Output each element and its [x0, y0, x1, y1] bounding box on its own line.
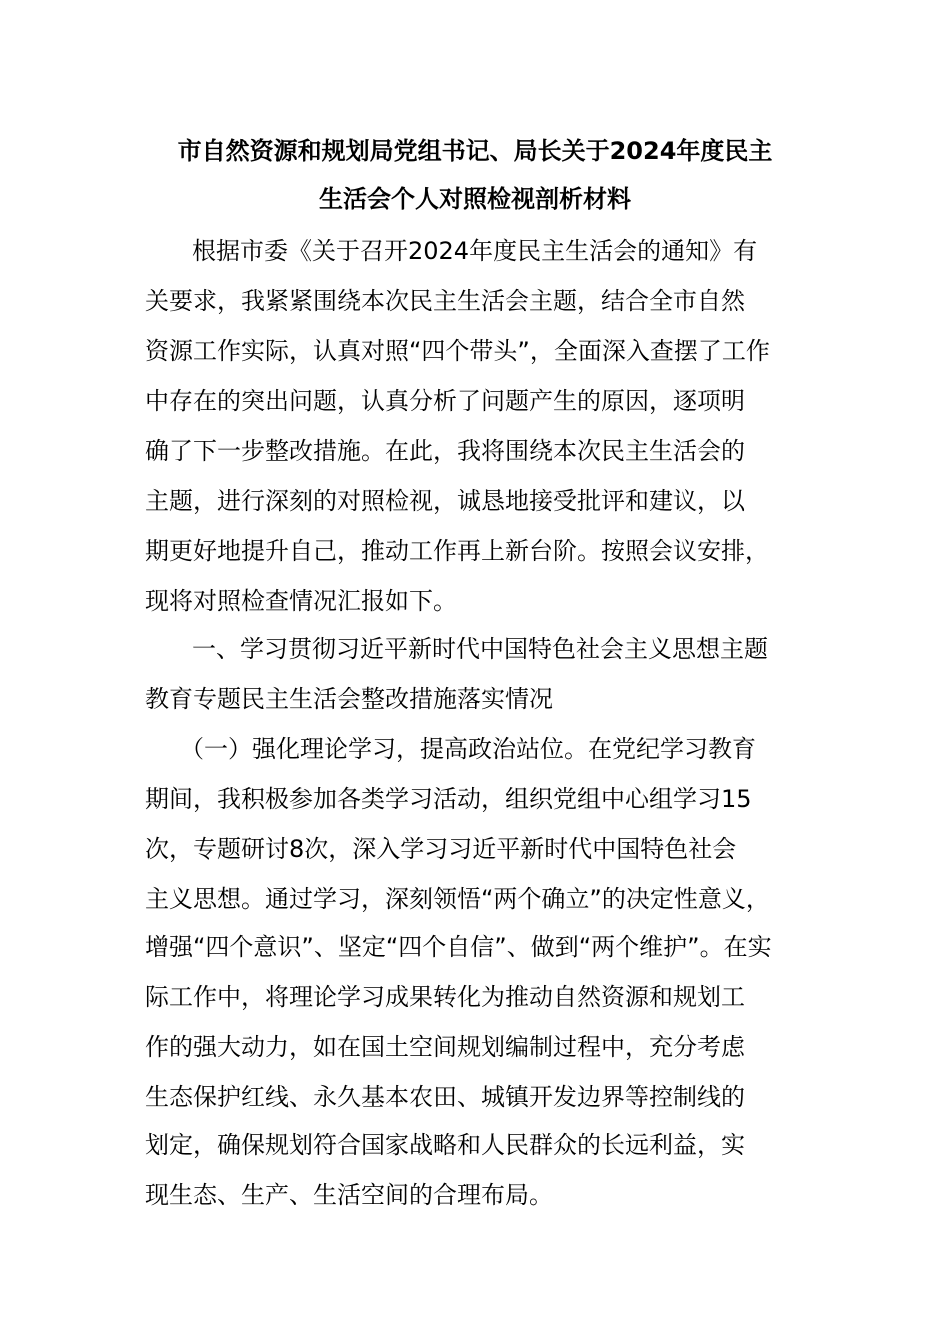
paragraph-2-line: 增强“四个意识”、坚定“四个自信”、做到“两个维护”。在实: [145, 933, 772, 961]
paragraph-1-line: 根据市委《关于召开2024年度民主生活会的通知》有: [192, 237, 758, 265]
section-heading-line: 教育专题民主生活会整改措施落实情况: [145, 685, 553, 713]
document-title-line-2: 生活会个人对照检视剖析材料: [319, 185, 631, 213]
paragraph-2-line: 期间，我积极参加各类学习活动，组织党组中心组学习15: [145, 785, 752, 813]
paragraph-1-line: 现将对照检查情况汇报如下。: [145, 587, 457, 615]
paragraph-2-line: （一）强化理论学习，提高政治站位。在党纪学习教育: [180, 735, 756, 763]
paragraph-1-line: 关要求，我紧紧围绕本次民主生活会主题，结合全市自然: [145, 287, 745, 315]
section-heading-line: 一、学习贯彻习近平新时代中国特色社会主义思想主题: [192, 635, 768, 663]
paragraph-2-line: 际工作中，将理论学习成果转化为推动自然资源和规划工: [145, 983, 745, 1011]
paragraph-2-line: 划定，确保规划符合国家战略和人民群众的长远利益，实: [145, 1131, 745, 1159]
paragraph-2-line: 现生态、生产、生活空间的合理布局。: [145, 1181, 553, 1209]
paragraph-2-line: 次，专题研讨8次，深入学习习近平新时代中国特色社会: [145, 835, 737, 863]
paragraph-1-line: 资源工作实际，认真对照“四个带头”，全面深入查摆了工作: [145, 337, 770, 365]
document-title-line-1: 市自然资源和规划局党组书记、局长关于2024年度民主: [177, 137, 773, 165]
paragraph-2-line: 作的强大动力，如在国土空间规划编制过程中，充分考虑: [145, 1033, 745, 1061]
paragraph-1-line: 中存在的突出问题，认真分析了问题产生的原因，逐项明: [145, 387, 745, 415]
paragraph-1-line: 主题，进行深刻的对照检视，诚恳地接受批评和建议，以: [145, 487, 745, 515]
paragraph-2-line: 主义思想。通过学习，深刻领悟“两个确立”的决定性意义，: [145, 885, 770, 913]
paragraph-1-line: 确了下一步整改措施。在此，我将围绕本次民主生活会的: [145, 437, 745, 465]
paragraph-1-line: 期更好地提升自己，推动工作再上新台阶。按照会议安排，: [145, 537, 769, 565]
paragraph-2-line: 生态保护红线、永久基本农田、城镇开发边界等控制线的: [145, 1083, 745, 1111]
